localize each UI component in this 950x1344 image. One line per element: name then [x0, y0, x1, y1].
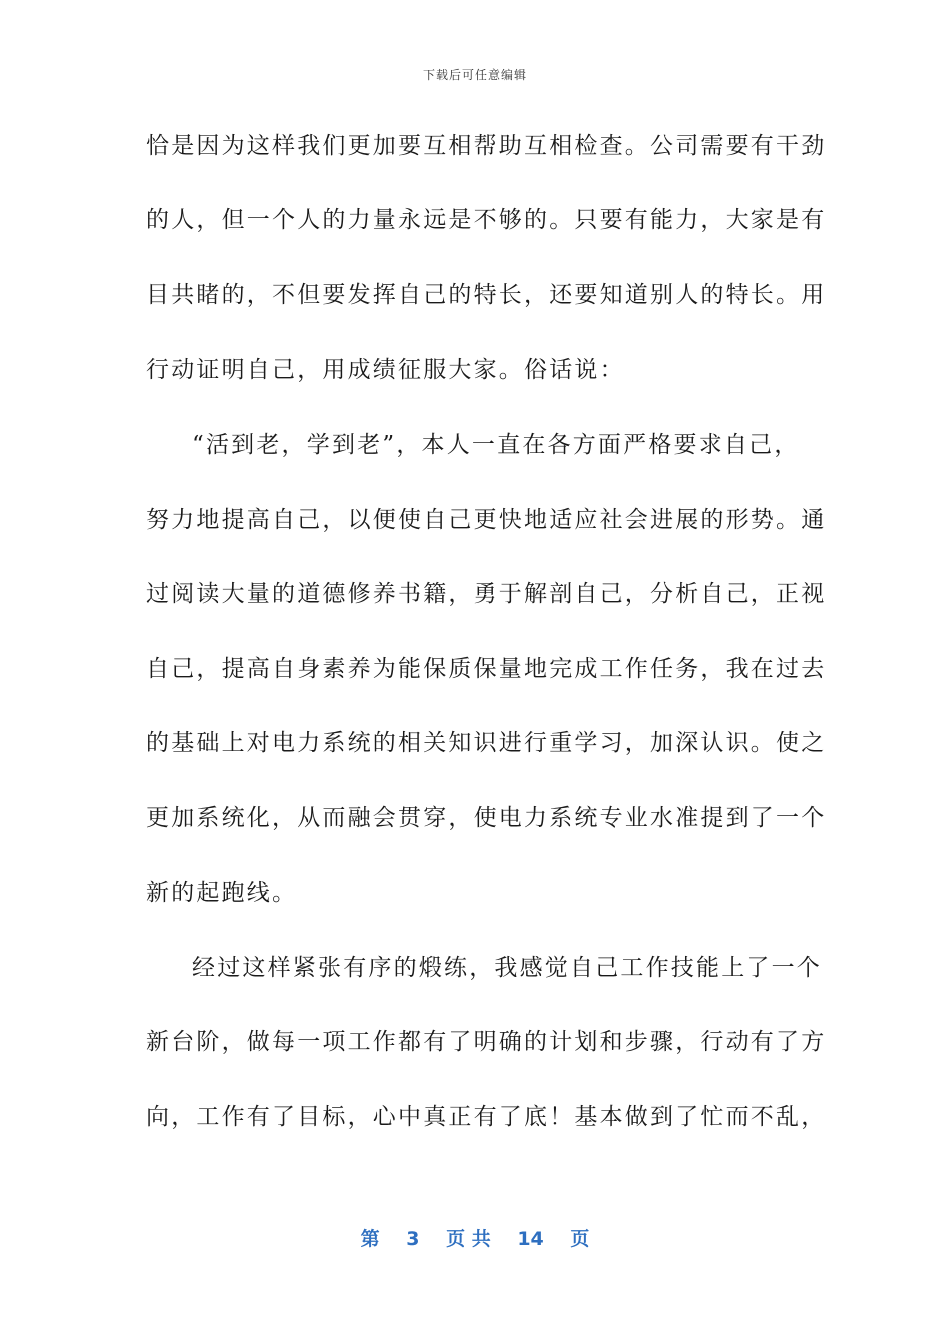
text-line: 更加系统化，从而融会贯穿，使电力系统专业水准提到了一个 [146, 805, 827, 831]
page-prefix: 第 [360, 1228, 380, 1250]
text-line: 经过这样紧张有序的煅练，我感觉自己工作技能上了一个 [192, 955, 822, 981]
text-line: 过阅读大量的道德修养书籍，勇于解剖自己，分析自己，正视 [146, 581, 827, 607]
text-line: 自己，提高自身素养为能保质保量地完成工作任务，我在过去 [146, 656, 827, 682]
current-page-number: 3 [406, 1228, 420, 1250]
text-line: 努力地提高自己，以便使自己更快地适应社会进展的形势。通 [146, 507, 827, 533]
text-line: 新台阶，做每一项工作都有了明确的计划和步骤，行动有了方 [146, 1029, 827, 1055]
text-line: “活到老，学到老”，本人一直在各方面严格要求自己， [192, 432, 800, 458]
text-line: 目共睹的，不但要发挥自己的特长，还要知道别人的特长。用 [146, 282, 827, 308]
page-suffix: 页 [570, 1228, 590, 1250]
text-line: 新的起跑线。 [146, 880, 298, 906]
text-line: 的人，但一个人的力量永远是不够的。只要有能力，大家是有 [146, 207, 827, 233]
text-line: 向，工作有了目标，心中真正有了底！基本做到了忙而不乱， [146, 1104, 827, 1130]
text-line: 恰是因为这样我们更加要互相帮助互相检查。公司需要有干劲 [146, 133, 827, 159]
total-pages-number: 14 [517, 1228, 544, 1250]
text-line: 行动证明自己，用成绩征服大家。俗话说： [146, 357, 625, 383]
page-footer [0, 1224, 950, 1251]
text-line: 的基础上对电力系统的相关知识进行重学习，加深认识。使之 [146, 730, 827, 756]
page-middle: 页 共 [446, 1228, 491, 1250]
header-note: 下载后可任意编辑 [422, 68, 527, 82]
